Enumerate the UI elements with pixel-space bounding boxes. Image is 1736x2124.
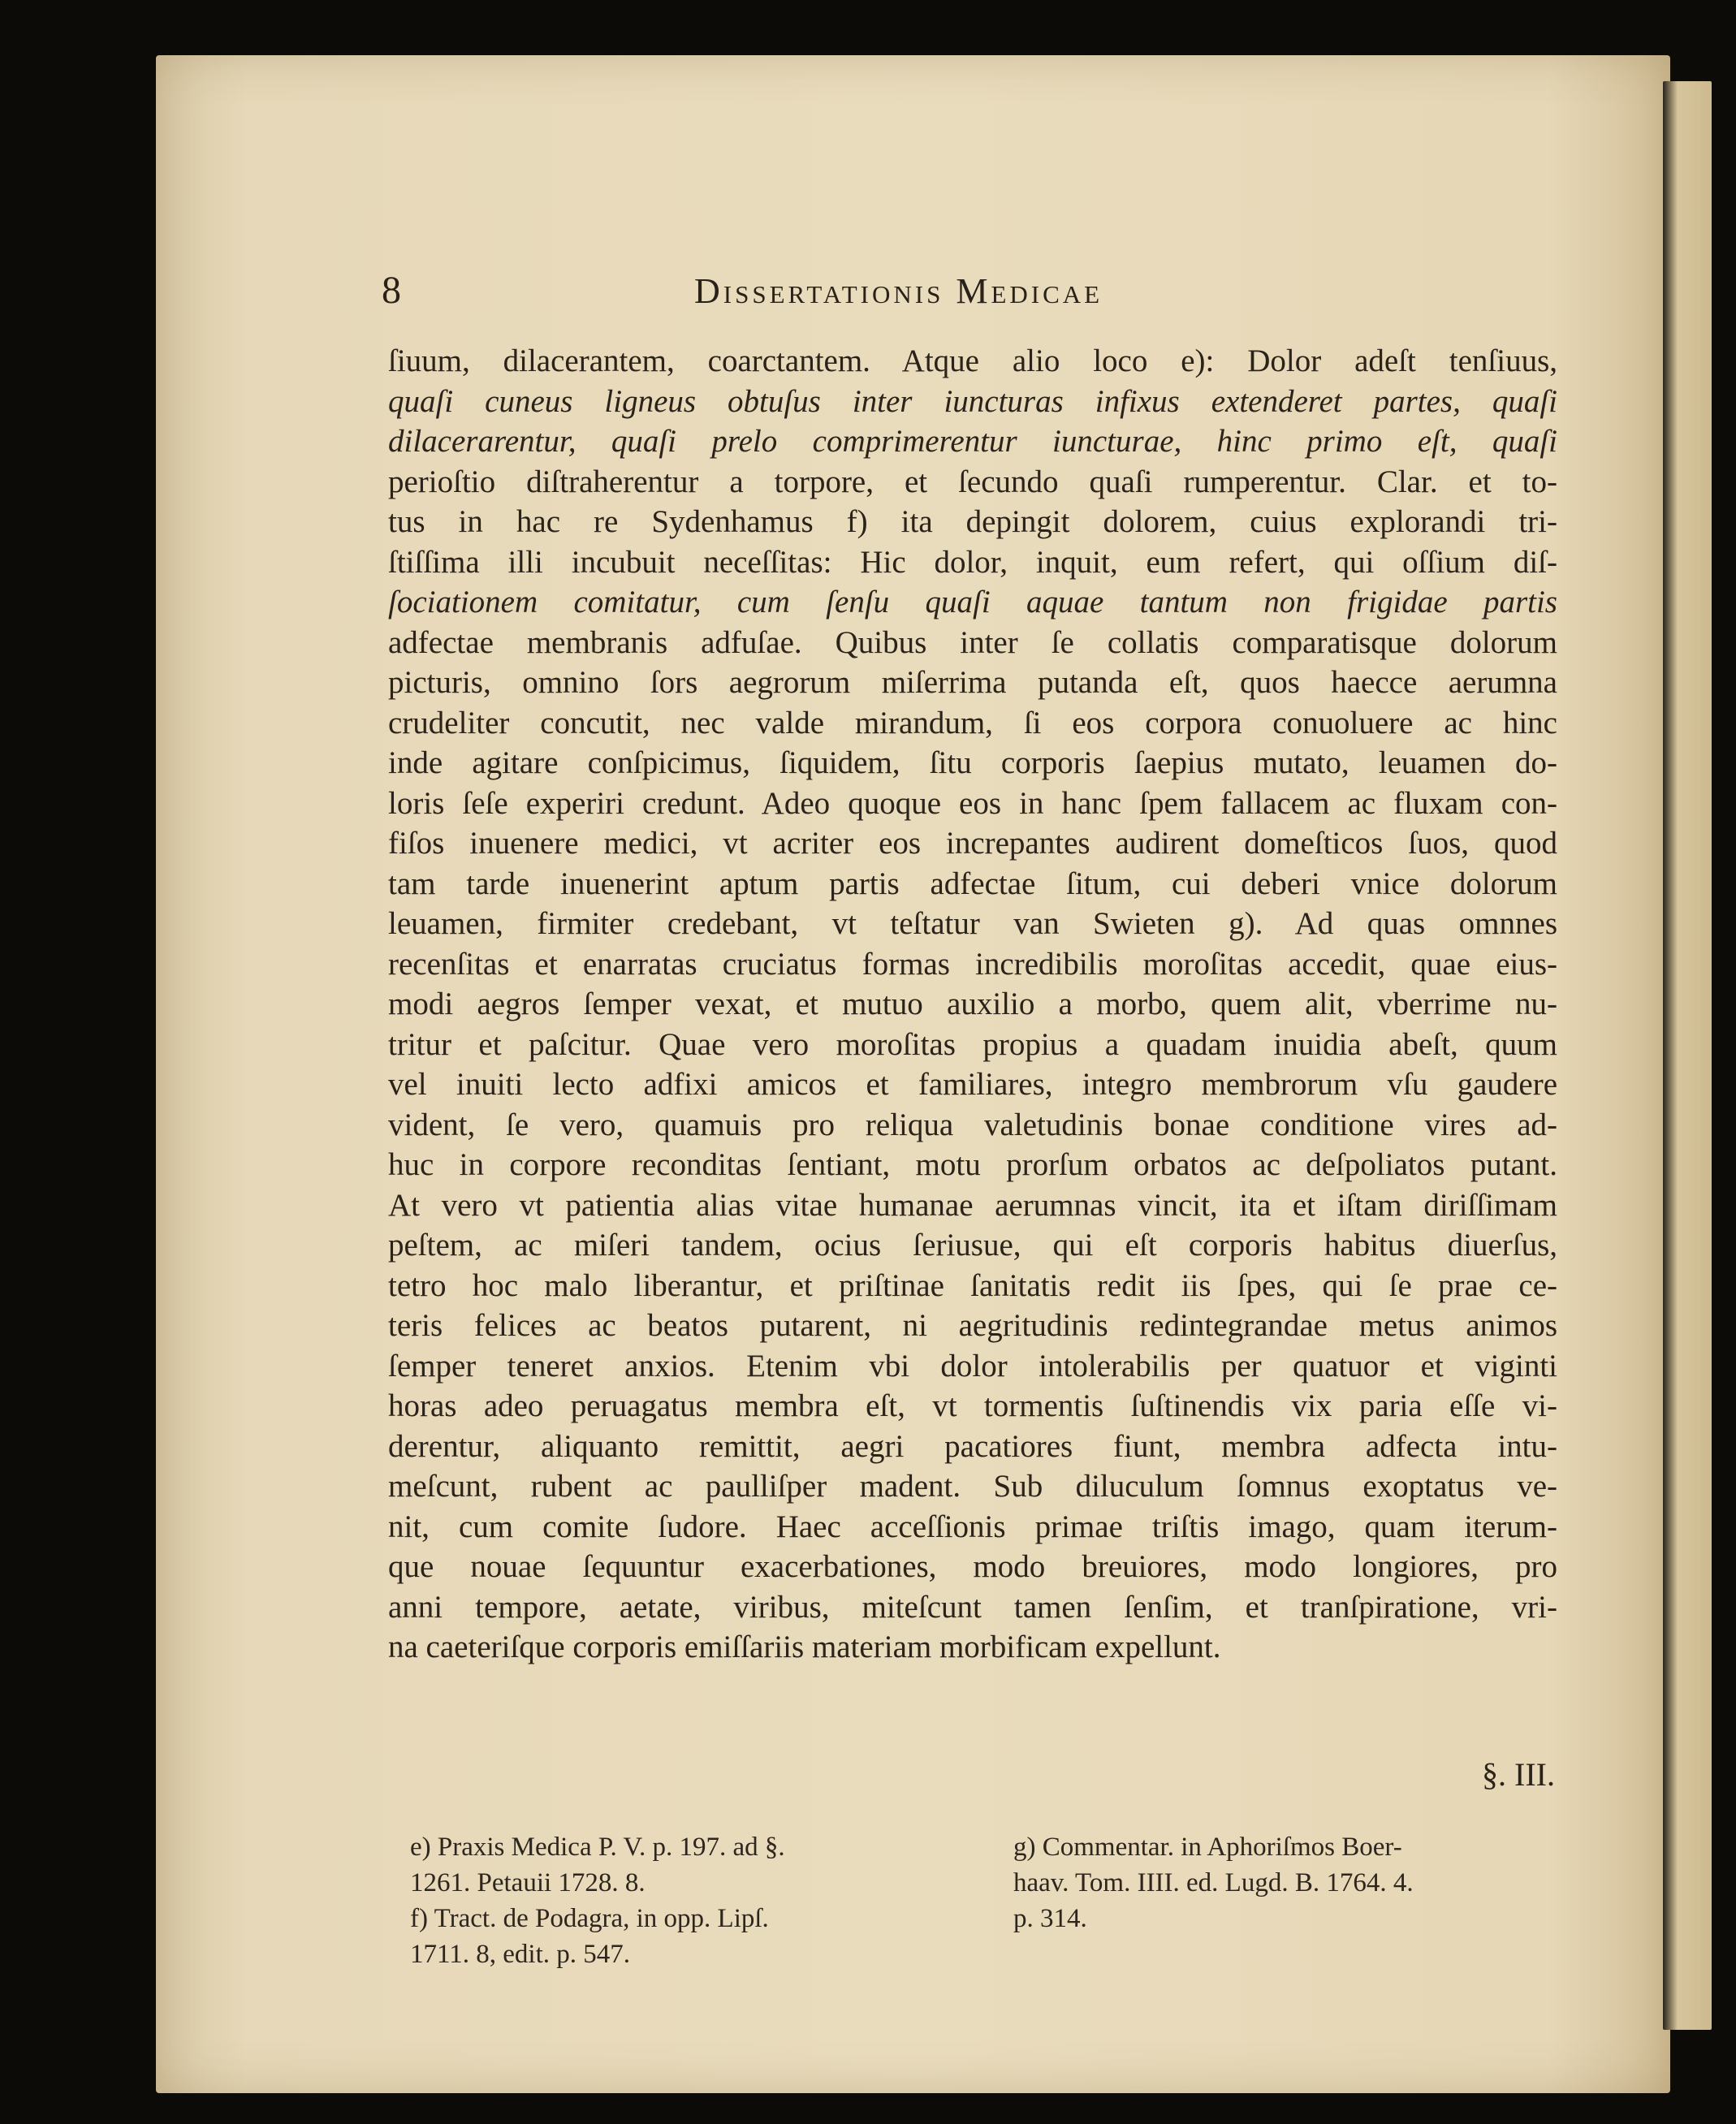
body-text <box>388 341 1557 1668</box>
footnote-line: 1261. Petauii 1728. 8. <box>410 1868 646 1897</box>
text-line: horas adeo peruagatus membra eſt, vt tormentis ſuſtinendis vix paria eſſe vi- <box>388 1388 1557 1423</box>
text-line: huc in corpore reconditas ſentiant, motu prorſum orbatos ac deſpoliatos putant. <box>388 1147 1557 1182</box>
text-line: dilacerarentur, quaſi prelo comprimerentur iuncturae, hinc primo eſt, quaſi <box>388 424 1557 459</box>
footnote-line: e) Praxis Medica P. V. p. 197. ad §. <box>410 1833 785 1862</box>
text-line: ſemper teneret anxios. Etenim vbi dolor intolerabilis per quatuor et viginti <box>388 1348 1557 1384</box>
text-line: leuamen, firmiter credebant, vt teſtatur van Swieten g). Ad quas omnnes <box>388 906 1557 941</box>
text-line: ſtiſſima illi incubuit neceſſitas: Hic dolor, inquit, eum refert, qui oſſium diſ- <box>388 544 1557 580</box>
text-line: derentur, aliquanto remittit, aegri pacatiores fiunt, membra adfecta intu- <box>388 1428 1557 1464</box>
text-line: adfectae membranis adfuſae. Quibus inter ſe collatis comparatisque dolorum <box>388 624 1557 660</box>
text-line: loris ſeſe experiri credunt. Adeo quoque eos in hanc ſpem fallacem ac fluxam con- <box>388 785 1557 821</box>
text-line: anni tempore, aetate, viribus, miteſcunt tamen ſenſim, et tranſpiratione, vri- <box>388 1589 1557 1625</box>
text-line: tus in hac re Sydenhamus f) ita depingit dolorem, cuius explorandi tri- <box>388 504 1557 539</box>
text-line: tritur et paſcitur. Quae vero moroſitas propius a quadam inuidia abeſt, quum <box>388 1026 1557 1062</box>
text-line: picturis, omnino ſors aegrorum miſerrima putanda eſt, quos haecce aerumna <box>388 665 1557 700</box>
footnotes-left <box>410 1829 970 1972</box>
footnote-line: g) Commentar. in Aphoriſmos Boer- <box>1013 1833 1402 1862</box>
text-line: peſtem, ac miſeri tandem, ocius ſeriusue, qui eſt corporis habitus diuerſus, <box>388 1228 1557 1263</box>
next-page-edge <box>1663 81 1712 2030</box>
section-mark: §. III. <box>1482 1756 1555 1793</box>
text-line: tam tarde inuenerint aptum partis adfectae ſitum, cui deberi vnice dolorum <box>388 866 1557 901</box>
text-line: teris felices ac beatos putarent, ni aegritudinis redintegrandae metus animos <box>388 1308 1557 1343</box>
text-line: perioſtio diſtraherentur a torpore, et ſecundo quaſi rumperentur. Clar. et to- <box>388 464 1557 499</box>
text-line: vident, ſe vero, quamuis pro reliqua valetudinis bonae conditione vires ad- <box>388 1107 1557 1142</box>
text-line: na caeteriſque corporis emiſſariis materiam morbificam expellunt. <box>388 1630 1221 1664</box>
text-line: tetro hoc malo liberantur, et priſtinae ſanitatis redit iis ſpes, qui ſe prae ce- <box>388 1267 1557 1303</box>
text-line: nit, cum comite ſudore. Haec acceſſionis primae triſtis imago, quam iterum- <box>388 1509 1557 1544</box>
text-line: modi aegros ſemper vexat, et mutuo auxilio a morbo, quem alit, vberrime nu- <box>388 986 1557 1021</box>
page-number: 8 <box>382 269 401 312</box>
footnote-line: p. 314. <box>1013 1904 1087 1933</box>
text-line: meſcunt, rubent ac paulliſper madent. Sub diluculum ſomnus exoptatus ve- <box>388 1469 1557 1504</box>
text-line: recenſitas et enarratas cruciatus formas incredibilis moroſitas accedit, quae eius- <box>388 946 1557 982</box>
footnote-line: f) Tract. de Podagra, in opp. Lipſ. <box>410 1904 769 1933</box>
running-head: Dissertationis Medicae <box>694 271 1103 311</box>
footnotes-right <box>1013 1829 1565 1936</box>
text-line: ſociationem comitatur, cum ſenſu quaſi aquae tantum non frigidae partis <box>388 585 1557 620</box>
text-line: inde agitare conſpicimus, ſiquidem, ſitu corporis ſaepius mutato, leuamen do- <box>388 745 1557 780</box>
text-line: quaſi cuneus ligneus obtuſus inter iuncturas infixus extenderet partes, quaſi <box>388 383 1557 419</box>
text-line: fiſos inuenere medici, vt acriter eos increpantes audirent domeſticos ſuos, quod <box>388 826 1557 861</box>
text-line: ſiuum, dilacerantem, coarctantem. Atque alio loco e): Dolor adeſt tenſiuus, <box>388 343 1557 378</box>
text-line: crudeliter concutit, nec valde mirandum, ſi eos corpora conuoluere ac hinc <box>388 705 1557 740</box>
footnote-line: haav. Tom. IIII. ed. Lugd. B. 1764. 4. <box>1013 1868 1414 1897</box>
text-line: vel inuiti lecto adfixi amicos et familiares, integro membrorum vſu gaudere <box>388 1067 1557 1102</box>
footnote-line: 1711. 8, edit. p. 547. <box>410 1940 631 1969</box>
text-line: que nouae ſequuntur exacerbationes, modo breuiores, modo longiores, pro <box>388 1549 1557 1584</box>
text-line: At vero vt patientia alias vitae humanae aerumnas vincit, ita et iſtam diriſſimam <box>388 1187 1557 1223</box>
